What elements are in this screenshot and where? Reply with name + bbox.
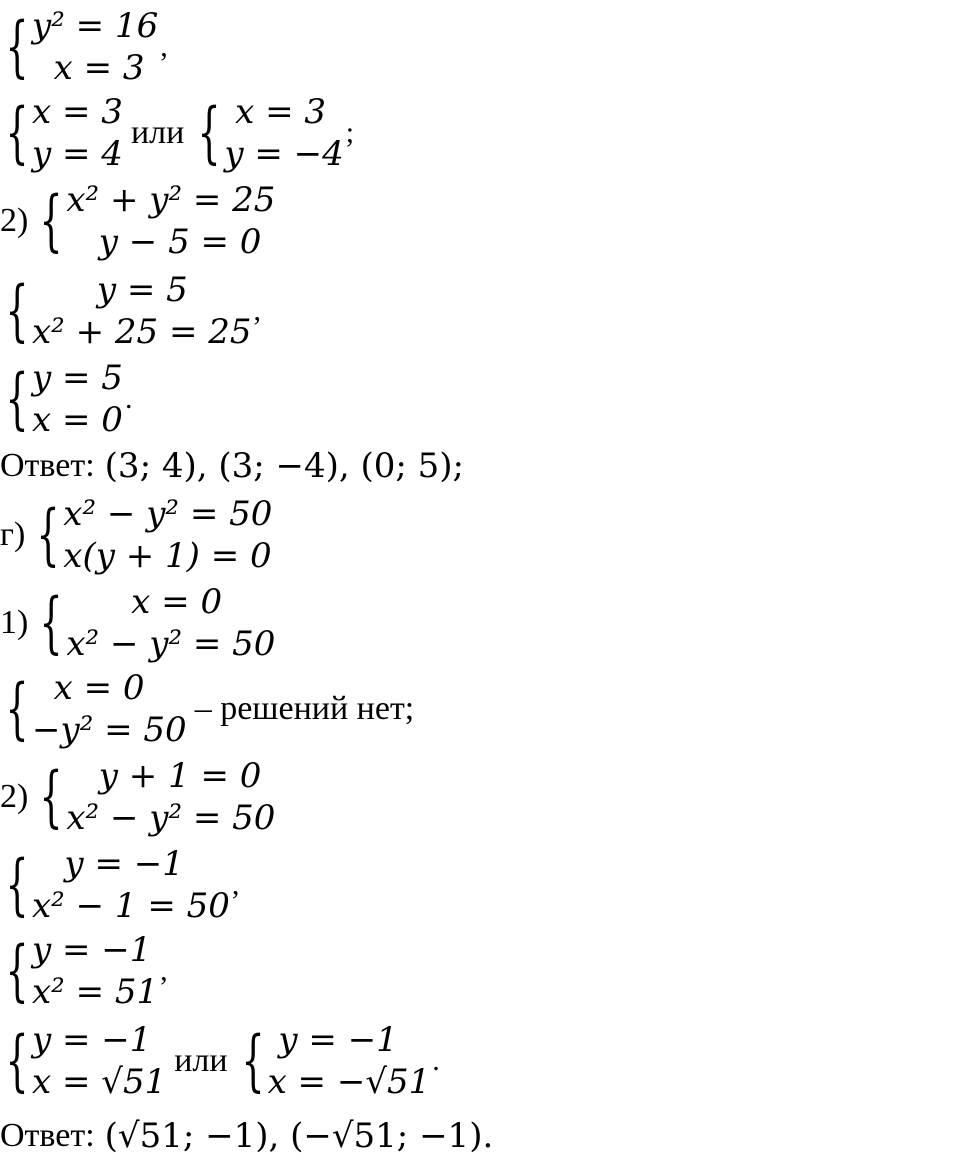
punctuation: , xyxy=(253,294,262,327)
equation-line: x(y + 1) = 0 xyxy=(63,536,272,576)
brace-icon: { xyxy=(5,8,29,85)
system-12 xyxy=(0,1022,440,1100)
brace-icon: { xyxy=(39,584,63,661)
equation-line: x = 0 xyxy=(32,400,123,440)
punctuation: ; xyxy=(345,116,355,149)
brace-icon: { xyxy=(39,182,63,259)
equation-line: y = 5 xyxy=(32,270,188,310)
brace-icon: { xyxy=(241,1022,265,1099)
equation-system xyxy=(34,179,275,263)
brace-icon: { xyxy=(5,94,29,171)
equation-line: y − 5 = 0 xyxy=(66,222,262,262)
punctuation: . xyxy=(432,1044,440,1077)
equation-line: x = 0 xyxy=(66,582,223,622)
equation-line: y = −4 xyxy=(224,134,344,174)
brace-icon: { xyxy=(197,94,221,171)
answer-2 xyxy=(0,1108,493,1164)
equation-line: x = 0 xyxy=(32,668,145,708)
system-7 xyxy=(0,584,275,662)
equation-line: x² − y² = 50 xyxy=(66,624,276,664)
equation-line: y = 5 xyxy=(32,358,123,398)
system-6 xyxy=(0,496,272,574)
punctuation: , xyxy=(231,868,240,901)
brace-icon: { xyxy=(5,670,29,747)
or-word: или xyxy=(130,114,185,151)
system-10 xyxy=(0,846,239,924)
system-11 xyxy=(0,932,168,1010)
system-8 xyxy=(0,670,414,748)
system-3 xyxy=(0,182,275,260)
item-label: 1) xyxy=(0,604,29,641)
equation-line: y = −1 xyxy=(32,1020,152,1060)
brace-icon: { xyxy=(36,496,60,573)
answer-value: (√51; −1), (−√51; −1). xyxy=(104,1116,494,1156)
punctuation: , xyxy=(160,954,168,987)
equation-system xyxy=(0,5,158,89)
equation-system xyxy=(0,269,252,353)
punctuation: , xyxy=(160,30,168,63)
equation-line: y = −1 xyxy=(32,930,152,970)
equation-line: −y² = 50 xyxy=(32,710,187,750)
equation-system xyxy=(0,91,123,175)
equation-line: x² − y² = 50 xyxy=(66,798,276,838)
system-1 xyxy=(0,8,168,86)
brace-icon: { xyxy=(5,360,29,437)
equation-line: x = 3 xyxy=(32,48,145,88)
equation-system xyxy=(0,667,187,751)
equation-system xyxy=(0,843,230,927)
answer-prefix: Ответ: xyxy=(0,1117,95,1154)
answer-prefix: Ответ: xyxy=(0,447,95,484)
item-label: г) xyxy=(0,516,26,553)
system-9 xyxy=(0,758,275,836)
equation-system xyxy=(31,493,272,577)
brace-icon: { xyxy=(39,758,63,835)
equation-system xyxy=(236,1019,431,1103)
equation-line: x² + y² = 25 xyxy=(66,180,276,220)
system-2 xyxy=(0,94,354,172)
equation-system xyxy=(0,1019,166,1103)
equation-line: x² + 25 = 25 xyxy=(32,312,252,352)
punctuation: . xyxy=(124,382,133,415)
answer-1 xyxy=(0,438,464,494)
system-5 xyxy=(0,360,132,438)
equation-system xyxy=(192,91,343,175)
equation-system xyxy=(34,755,275,839)
brace-icon: { xyxy=(5,846,29,923)
equation-line: y² = 16 xyxy=(32,6,159,46)
or-word: или xyxy=(174,1042,228,1079)
equation-line: x = √51 xyxy=(32,1062,167,1102)
equation-line: x = −√51 xyxy=(267,1062,431,1102)
equation-system xyxy=(0,357,123,441)
equation-line: y = −1 xyxy=(267,1020,398,1060)
equation-line: y = −1 xyxy=(32,844,184,884)
brace-icon: { xyxy=(5,1022,29,1099)
equation-line: x = 3 xyxy=(224,92,327,132)
equation-line: x = 3 xyxy=(32,92,123,132)
item-label: 2) xyxy=(0,202,29,239)
answer-value: (3; 4), (3; −4), (0; 5); xyxy=(104,446,465,486)
equation-line: y = 4 xyxy=(32,134,123,174)
equation-line: x² − 1 = 50 xyxy=(32,886,230,926)
item-label: 2) xyxy=(0,778,29,815)
no-solution-note: – решений нет; xyxy=(194,690,415,727)
equation-line: x² = 51 xyxy=(32,972,159,1012)
equation-line: x² − y² = 50 xyxy=(63,494,273,534)
equation-line: y + 1 = 0 xyxy=(66,756,262,796)
system-4 xyxy=(0,272,261,350)
equation-system xyxy=(34,581,275,665)
brace-icon: { xyxy=(5,272,29,349)
equation-system xyxy=(0,929,158,1013)
brace-icon: { xyxy=(5,932,29,1009)
